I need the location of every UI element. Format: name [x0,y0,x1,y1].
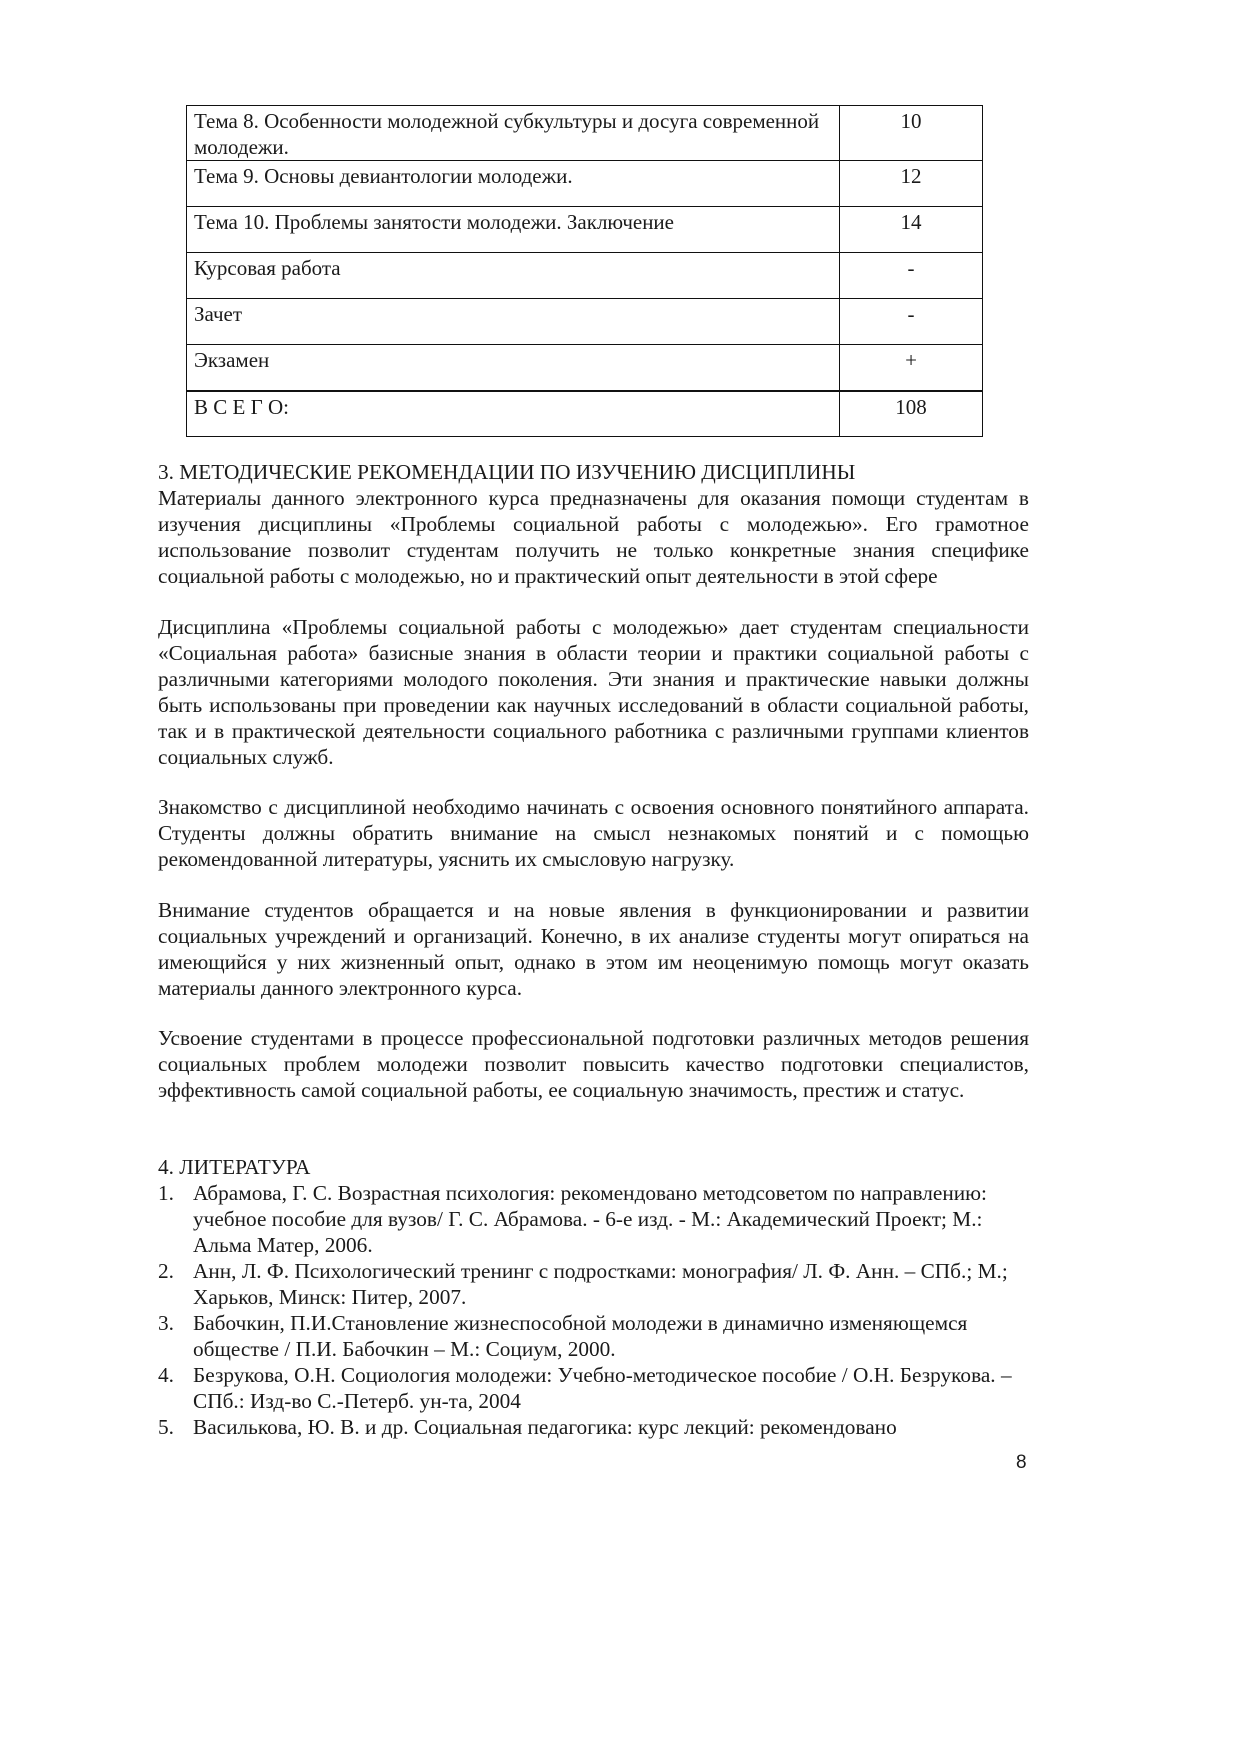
section-methodical [158,459,1029,589]
hours-cell: 14 [840,207,983,253]
paragraph: Дисциплина «Проблемы социальной работы с молодежью» дает студентам специальности «Социальная работа» базисные знания в области теории и практики социальной работы с различными категориями молодого поколения. Эти знания и практические навыки должны быть использованы при проведении как научных исследований в области социальной работы, так и в практической деятельности социального работника с различными группами клиентов социальных служб. [158,615,1029,769]
section-heading: 4. ЛИТЕРАТУРА [158,1155,311,1179]
item-number: 3. [158,1311,174,1335]
literature-list [158,1180,1018,1440]
topic-cell: Тема 10. Проблемы занятости молодежи. Заключение [187,207,840,253]
table-row [187,207,983,253]
topic-cell: Тема 9. Основы девиантологии молодежи. [187,161,840,207]
item-text: Безрукова, О.Н. Социология молодежи: Учебно-методическое пособие / О.Н. Безрукова. – СПб.: Изд-во С.-Петерб. ун-та, 2004 [193,1363,1012,1413]
paragraph: Материалы данного электронного курса предназначены для оказания помощи студентам в изучения дисциплины «Проблемы социальной работы с молодежью». Его грамотное использование позволит студентам получить не только конкретные знания специфике социальной работы с молодежью, но и практический опыт деятельности в этой сфере [158,486,1029,588]
list-item [158,1414,1018,1440]
item-text: Василькова, Ю. В. и др. Социальная педагогика: курс лекций: рекомендовано [193,1415,897,1439]
hours-cell: 10 [840,106,983,161]
item-text: Анн, Л. Ф. Психологический тренинг с подростками: монография/ Л. Ф. Анн. – СПб.; М.; Харьков, Минск: Питер, 2007. [193,1259,1008,1309]
section-heading: 3. МЕТОДИЧЕСКИЕ РЕКОМЕНДАЦИИ ПО ИЗУЧЕНИЮ ДИСЦИПЛИНЫ [158,460,856,484]
topic-cell: Курсовая работа [187,253,840,299]
item-text: Абрамова, Г. С. Возрастная психология: рекомендовано методсоветом по направлению: учебное пособие для вузов/ Г. С. Абрамова. - 6-е изд. - М.: Академический Проект; М.: Альма Матер, 2006. [193,1181,987,1257]
table-row [187,345,983,391]
hours-cell: 108 [840,391,983,437]
table-row-total [187,391,983,437]
list-item [158,1362,1018,1414]
table-row [187,161,983,207]
page-number: 8 [1016,1452,1027,1473]
hours-cell: + [840,345,983,391]
topic-cell: Тема 8. Особенности молодежной субкультуры и досуга современной молодежи. [187,106,840,161]
table-row [187,106,983,161]
paragraph: Знакомство с дисциплиной необходимо начинать с освоения основного понятийного аппарата. Студенты должны обратить внимание на смысл незнакомых понятий и с помощью рекомендованной литературы, уяснить их смысловую нагрузку. [158,795,1029,871]
hours-cell: 12 [840,161,983,207]
table-row [187,253,983,299]
paragraph: Внимание студентов обращается и на новые явления в функционировании и развитии социальных учреждений и организаций. Конечно, в их анализе студенты могут опираться на имеющийся у них жизненный опыт, однако в этом им неоценимую помощь могут оказать материалы данного электронного курса. [158,898,1029,1000]
item-number: 2. [158,1259,174,1283]
topic-cell: Зачет [187,299,840,345]
hours-cell: - [840,253,983,299]
table-row [187,299,983,345]
hours-cell: - [840,299,983,345]
section-literature [158,1154,1018,1440]
list-item [158,1258,1018,1310]
paragraph: Усвоение студентами в процессе профессиональной подготовки различных методов решения социальных проблем молодежи позволит повысить качество подготовки специалистов, эффективность самой социальной работы, ее социальную значимость, престиж и статус. [158,1026,1029,1102]
list-item [158,1310,1018,1362]
item-number: 5. [158,1415,174,1439]
item-text: Бабочкин, П.И.Становление жизнеспособной молодежи в динамично изменяющемся обществе / П.И. Бабочкин – М.: Социум, 2000. [193,1311,968,1361]
item-number: 1. [158,1181,174,1205]
list-item [158,1180,1018,1258]
item-number: 4. [158,1363,174,1387]
topic-cell: Экзамен [187,345,840,391]
hours-table [186,105,983,437]
topic-cell: В С Е Г О: [187,391,840,437]
